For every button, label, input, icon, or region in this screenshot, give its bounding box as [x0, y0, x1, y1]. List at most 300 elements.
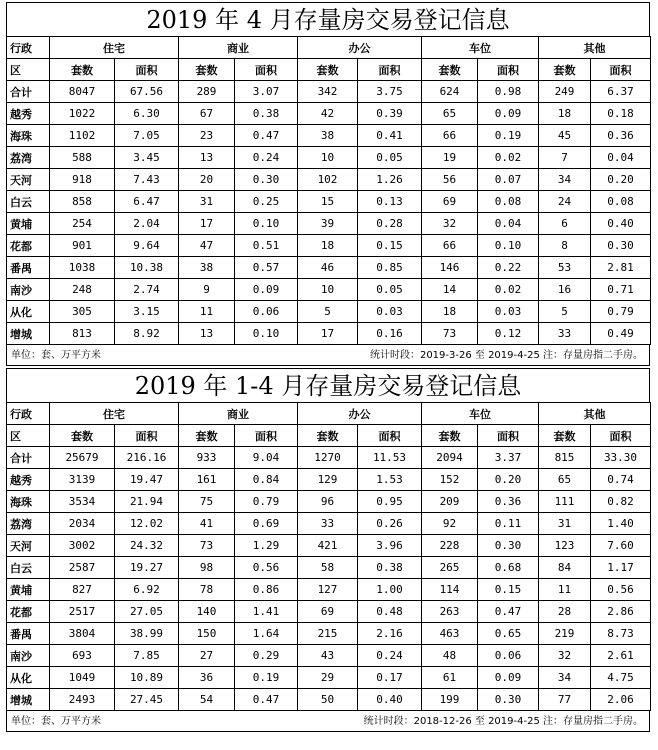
area-cell: 2.86 — [591, 601, 651, 623]
units-cell: 48 — [422, 645, 478, 667]
area-cell: 0.56 — [235, 557, 298, 579]
units-cell: 84 — [539, 557, 591, 579]
units-cell: 421 — [298, 535, 358, 557]
units-cell: 140 — [179, 601, 235, 623]
area-cell: 67.56 — [115, 81, 179, 103]
table-row — [7, 689, 651, 711]
district-cell: 花都 — [7, 601, 50, 623]
area-cell: 6.37 — [591, 81, 651, 103]
units-cell: 102 — [298, 169, 358, 191]
units-cell: 3534 — [50, 491, 115, 513]
units-cell: 813 — [50, 323, 115, 345]
area-cell: 216.16 — [115, 447, 179, 469]
area-cell: 0.10 — [478, 235, 539, 257]
units-cell: 28 — [539, 601, 591, 623]
units-cell: 9 — [179, 279, 235, 301]
sheet-title: 2019 年 4 月存量房交易登记信息 — [6, 2, 650, 36]
sub-header-row — [7, 59, 651, 81]
sub-header-area: 面积 — [235, 59, 298, 81]
sub-header-units: 套数 — [539, 59, 591, 81]
units-cell: 146 — [422, 257, 478, 279]
area-cell: 0.25 — [235, 191, 298, 213]
monthly-registration-sheet — [6, 2, 650, 366]
area-cell: 0.10 — [235, 323, 298, 345]
area-cell: 0.04 — [591, 147, 651, 169]
area-cell: 7.85 — [115, 645, 179, 667]
area-cell: 0.36 — [591, 125, 651, 147]
units-cell: 25679 — [50, 447, 115, 469]
sub-header-units: 套数 — [422, 425, 478, 447]
area-cell: 0.47 — [235, 125, 298, 147]
units-cell: 129 — [298, 469, 358, 491]
area-cell: 1.53 — [358, 469, 422, 491]
district-header-bottom: 区 — [7, 59, 50, 81]
units-cell: 2493 — [50, 689, 115, 711]
area-cell: 0.85 — [358, 257, 422, 279]
area-cell: 0.28 — [358, 213, 422, 235]
units-cell: 42 — [298, 103, 358, 125]
group-header-commercial: 商业 — [179, 403, 298, 425]
units-cell: 150 — [179, 623, 235, 645]
area-cell: 7.60 — [591, 535, 651, 557]
district-cell: 番禺 — [7, 257, 50, 279]
units-cell: 66 — [422, 235, 478, 257]
units-cell: 305 — [50, 301, 115, 323]
units-cell: 65 — [539, 469, 591, 491]
units-cell: 463 — [422, 623, 478, 645]
units-cell: 2587 — [50, 557, 115, 579]
district-cell: 增城 — [7, 323, 50, 345]
area-cell: 8.73 — [591, 623, 651, 645]
units-cell: 13 — [179, 323, 235, 345]
area-cell: 1.17 — [591, 557, 651, 579]
area-cell: 0.04 — [478, 213, 539, 235]
area-cell: 0.26 — [358, 513, 422, 535]
units-cell: 161 — [179, 469, 235, 491]
area-cell: 3.07 — [235, 81, 298, 103]
units-cell: 10 — [298, 147, 358, 169]
units-cell: 11 — [539, 579, 591, 601]
area-cell: 0.71 — [591, 279, 651, 301]
district-cell: 白云 — [7, 557, 50, 579]
district-header-top: 行政 — [7, 403, 50, 425]
units-cell: 66 — [422, 125, 478, 147]
units-cell: 219 — [539, 623, 591, 645]
area-cell: 10.38 — [115, 257, 179, 279]
district-cell: 海珠 — [7, 125, 50, 147]
units-cell: 46 — [298, 257, 358, 279]
area-cell: 0.40 — [591, 213, 651, 235]
units-cell: 38 — [298, 125, 358, 147]
district-cell: 天河 — [7, 535, 50, 557]
area-cell: 0.40 — [358, 689, 422, 711]
table-body — [7, 81, 651, 345]
unit-note: 单位：套、万平方米 — [11, 716, 101, 727]
units-cell: 1270 — [298, 447, 358, 469]
area-cell: 0.48 — [358, 601, 422, 623]
units-cell: 31 — [539, 513, 591, 535]
area-cell: 0.30 — [478, 689, 539, 711]
units-cell: 29 — [298, 667, 358, 689]
units-cell: 815 — [539, 447, 591, 469]
table-row — [7, 191, 651, 213]
group-header-residential: 住宅 — [50, 403, 179, 425]
sub-header-area: 面积 — [235, 425, 298, 447]
units-cell: 10 — [298, 279, 358, 301]
area-cell: 0.08 — [591, 191, 651, 213]
table-body — [7, 447, 651, 711]
table-row — [7, 103, 651, 125]
units-cell: 98 — [179, 557, 235, 579]
units-cell: 7 — [539, 147, 591, 169]
units-cell: 624 — [422, 81, 478, 103]
table-row — [7, 147, 651, 169]
units-cell: 17 — [179, 213, 235, 235]
units-cell: 254 — [50, 213, 115, 235]
units-cell: 47 — [179, 235, 235, 257]
district-cell: 增城 — [7, 689, 50, 711]
area-cell: 0.39 — [358, 103, 422, 125]
area-cell: 2.16 — [358, 623, 422, 645]
units-cell: 152 — [422, 469, 478, 491]
district-cell: 合计 — [7, 81, 50, 103]
units-cell: 1102 — [50, 125, 115, 147]
area-cell: 0.24 — [235, 147, 298, 169]
units-cell: 54 — [179, 689, 235, 711]
units-cell: 693 — [50, 645, 115, 667]
units-cell: 11 — [179, 301, 235, 323]
area-cell: 0.02 — [478, 279, 539, 301]
sub-header-units: 套数 — [422, 59, 478, 81]
area-cell: 0.10 — [235, 213, 298, 235]
district-header-bottom: 区 — [7, 425, 50, 447]
table-row — [7, 667, 651, 689]
units-cell: 2034 — [50, 513, 115, 535]
area-cell: 19.27 — [115, 557, 179, 579]
area-cell: 0.47 — [478, 601, 539, 623]
units-cell: 32 — [539, 645, 591, 667]
area-cell: 0.79 — [235, 491, 298, 513]
district-cell: 越秀 — [7, 469, 50, 491]
sheet-title: 2019 年 1-4 月存量房交易登记信息 — [6, 368, 650, 402]
area-cell: 0.09 — [478, 103, 539, 125]
units-cell: 5 — [539, 301, 591, 323]
area-cell: 1.26 — [358, 169, 422, 191]
sub-header-units: 套数 — [298, 59, 358, 81]
area-cell: 0.08 — [478, 191, 539, 213]
sub-header-units: 套数 — [298, 425, 358, 447]
sub-header-area: 面积 — [115, 425, 179, 447]
area-cell: 3.96 — [358, 535, 422, 557]
units-cell: 342 — [298, 81, 358, 103]
district-cell: 合计 — [7, 447, 50, 469]
units-cell: 289 — [179, 81, 235, 103]
area-cell: 0.22 — [478, 257, 539, 279]
sub-header-units: 套数 — [50, 59, 115, 81]
area-cell: 0.13 — [358, 191, 422, 213]
district-cell: 南沙 — [7, 645, 50, 667]
area-cell: 2.81 — [591, 257, 651, 279]
area-cell: 0.47 — [235, 689, 298, 711]
units-cell: 209 — [422, 491, 478, 513]
units-cell: 123 — [539, 535, 591, 557]
period-note: 统计时段：2018-12-26 至 2019-4-25 注：存量房指二手房。 — [363, 716, 643, 727]
district-cell: 天河 — [7, 169, 50, 191]
district-cell: 番禺 — [7, 623, 50, 645]
area-cell: 0.09 — [478, 667, 539, 689]
area-cell: 0.15 — [358, 235, 422, 257]
group-header-parking: 车位 — [422, 37, 539, 59]
units-cell: 58 — [298, 557, 358, 579]
units-cell: 215 — [298, 623, 358, 645]
table-row — [7, 491, 651, 513]
units-cell: 14 — [422, 279, 478, 301]
district-cell: 海珠 — [7, 491, 50, 513]
units-cell: 249 — [539, 81, 591, 103]
group-header-commercial: 商业 — [179, 37, 298, 59]
units-cell: 588 — [50, 147, 115, 169]
units-cell: 2094 — [422, 447, 478, 469]
area-cell: 9.64 — [115, 235, 179, 257]
district-cell: 花都 — [7, 235, 50, 257]
units-cell: 23 — [179, 125, 235, 147]
units-cell: 33 — [298, 513, 358, 535]
sub-header-row — [7, 425, 651, 447]
area-cell: 12.02 — [115, 513, 179, 535]
units-cell: 265 — [422, 557, 478, 579]
area-cell: 0.15 — [478, 579, 539, 601]
district-cell: 从化 — [7, 301, 50, 323]
area-cell: 0.68 — [478, 557, 539, 579]
units-cell: 73 — [179, 535, 235, 557]
units-cell: 77 — [539, 689, 591, 711]
units-cell: 20 — [179, 169, 235, 191]
area-cell: 0.12 — [478, 323, 539, 345]
table-row — [7, 323, 651, 345]
sub-header-area: 面积 — [591, 59, 651, 81]
units-cell: 75 — [179, 491, 235, 513]
area-cell: 0.84 — [235, 469, 298, 491]
table-row — [7, 513, 651, 535]
area-cell: 0.03 — [358, 301, 422, 323]
area-cell: 0.95 — [358, 491, 422, 513]
area-cell: 0.69 — [235, 513, 298, 535]
sub-header-units: 套数 — [179, 425, 235, 447]
units-cell: 39 — [298, 213, 358, 235]
table-row — [7, 447, 651, 469]
units-cell: 16 — [539, 279, 591, 301]
group-header-office: 办公 — [298, 403, 422, 425]
table-footer — [6, 711, 650, 732]
cumulative-registration-sheet — [6, 368, 650, 732]
units-cell: 901 — [50, 235, 115, 257]
table-row — [7, 81, 651, 103]
units-cell: 69 — [422, 191, 478, 213]
area-cell: 0.02 — [478, 147, 539, 169]
area-cell: 0.38 — [358, 557, 422, 579]
units-cell: 43 — [298, 645, 358, 667]
group-header-row — [7, 37, 651, 59]
units-cell: 933 — [179, 447, 235, 469]
area-cell: 0.07 — [478, 169, 539, 191]
table-row — [7, 623, 651, 645]
area-cell: 1.00 — [358, 579, 422, 601]
area-cell: 0.18 — [591, 103, 651, 125]
units-cell: 8047 — [50, 81, 115, 103]
area-cell: 0.17 — [358, 667, 422, 689]
table-row — [7, 579, 651, 601]
sub-header-area: 面积 — [358, 59, 422, 81]
area-cell: 0.57 — [235, 257, 298, 279]
units-cell: 3804 — [50, 623, 115, 645]
area-cell: 27.45 — [115, 689, 179, 711]
table-row — [7, 125, 651, 147]
area-cell: 3.45 — [115, 147, 179, 169]
district-cell: 荔湾 — [7, 513, 50, 535]
area-cell: 0.24 — [358, 645, 422, 667]
units-cell: 114 — [422, 579, 478, 601]
area-cell: 0.19 — [235, 667, 298, 689]
units-cell: 32 — [422, 213, 478, 235]
units-cell: 18 — [539, 103, 591, 125]
unit-note: 单位：套、万平方米 — [11, 350, 101, 361]
table-row — [7, 601, 651, 623]
area-cell: 0.56 — [591, 579, 651, 601]
district-header-top: 行政 — [7, 37, 50, 59]
registration-table — [6, 36, 651, 345]
area-cell: 0.06 — [235, 301, 298, 323]
units-cell: 15 — [298, 191, 358, 213]
area-cell: 0.79 — [591, 301, 651, 323]
units-cell: 65 — [422, 103, 478, 125]
table-row — [7, 535, 651, 557]
units-cell: 50 — [298, 689, 358, 711]
area-cell: 6.92 — [115, 579, 179, 601]
table-row — [7, 645, 651, 667]
area-cell: 3.15 — [115, 301, 179, 323]
area-cell: 0.11 — [478, 513, 539, 535]
units-cell: 24 — [539, 191, 591, 213]
units-cell: 53 — [539, 257, 591, 279]
district-cell: 白云 — [7, 191, 50, 213]
area-cell: 0.30 — [591, 235, 651, 257]
units-cell: 18 — [422, 301, 478, 323]
area-cell: 0.49 — [591, 323, 651, 345]
sub-header-area: 面积 — [478, 425, 539, 447]
area-cell: 2.06 — [591, 689, 651, 711]
area-cell: 0.05 — [358, 147, 422, 169]
area-cell: 10.89 — [115, 667, 179, 689]
units-cell: 827 — [50, 579, 115, 601]
units-cell: 199 — [422, 689, 478, 711]
area-cell: 0.38 — [235, 103, 298, 125]
units-cell: 96 — [298, 491, 358, 513]
area-cell: 7.05 — [115, 125, 179, 147]
area-cell: 0.41 — [358, 125, 422, 147]
units-cell: 67 — [179, 103, 235, 125]
sub-header-units: 套数 — [179, 59, 235, 81]
units-cell: 1038 — [50, 257, 115, 279]
area-cell: 3.75 — [358, 81, 422, 103]
area-cell: 0.82 — [591, 491, 651, 513]
sub-header-area: 面积 — [115, 59, 179, 81]
area-cell: 0.20 — [478, 469, 539, 491]
area-cell: 3.37 — [478, 447, 539, 469]
units-cell: 33 — [539, 323, 591, 345]
table-row — [7, 257, 651, 279]
sub-header-area: 面积 — [591, 425, 651, 447]
area-cell: 0.65 — [478, 623, 539, 645]
period-note: 统计时段：2019-3-26 至 2019-4-25 注：存量房指二手房。 — [369, 350, 643, 361]
area-cell: 1.64 — [235, 623, 298, 645]
units-cell: 56 — [422, 169, 478, 191]
units-cell: 263 — [422, 601, 478, 623]
area-cell: 7.43 — [115, 169, 179, 191]
units-cell: 73 — [422, 323, 478, 345]
area-cell: 0.09 — [235, 279, 298, 301]
area-cell: 0.36 — [478, 491, 539, 513]
area-cell: 0.98 — [478, 81, 539, 103]
sub-header-area: 面积 — [358, 425, 422, 447]
table-row — [7, 557, 651, 579]
group-header-row — [7, 403, 651, 425]
sub-header-units: 套数 — [50, 425, 115, 447]
table-row — [7, 279, 651, 301]
units-cell: 5 — [298, 301, 358, 323]
area-cell: 24.32 — [115, 535, 179, 557]
area-cell: 38.99 — [115, 623, 179, 645]
units-cell: 61 — [422, 667, 478, 689]
units-cell: 78 — [179, 579, 235, 601]
area-cell: 1.29 — [235, 535, 298, 557]
units-cell: 45 — [539, 125, 591, 147]
table-row — [7, 213, 651, 235]
units-cell: 918 — [50, 169, 115, 191]
area-cell: 0.19 — [478, 125, 539, 147]
sub-header-area: 面积 — [478, 59, 539, 81]
units-cell: 38 — [179, 257, 235, 279]
table-row — [7, 169, 651, 191]
area-cell: 0.03 — [478, 301, 539, 323]
area-cell: 0.74 — [591, 469, 651, 491]
area-cell: 4.75 — [591, 667, 651, 689]
area-cell: 21.94 — [115, 491, 179, 513]
units-cell: 111 — [539, 491, 591, 513]
area-cell: 6.47 — [115, 191, 179, 213]
group-header-residential: 住宅 — [50, 37, 179, 59]
table-footer — [6, 345, 650, 366]
units-cell: 18 — [298, 235, 358, 257]
group-header-parking: 车位 — [422, 403, 539, 425]
district-cell: 从化 — [7, 667, 50, 689]
units-cell: 2517 — [50, 601, 115, 623]
units-cell: 3002 — [50, 535, 115, 557]
group-header-other: 其他 — [539, 37, 651, 59]
units-cell: 6 — [539, 213, 591, 235]
area-cell: 2.74 — [115, 279, 179, 301]
table-row — [7, 235, 651, 257]
area-cell: 0.30 — [478, 535, 539, 557]
area-cell: 2.04 — [115, 213, 179, 235]
units-cell: 17 — [298, 323, 358, 345]
area-cell: 27.05 — [115, 601, 179, 623]
units-cell: 3139 — [50, 469, 115, 491]
area-cell: 33.30 — [591, 447, 651, 469]
sub-header-units: 套数 — [539, 425, 591, 447]
area-cell: 1.41 — [235, 601, 298, 623]
area-cell: 0.06 — [478, 645, 539, 667]
area-cell: 0.05 — [358, 279, 422, 301]
